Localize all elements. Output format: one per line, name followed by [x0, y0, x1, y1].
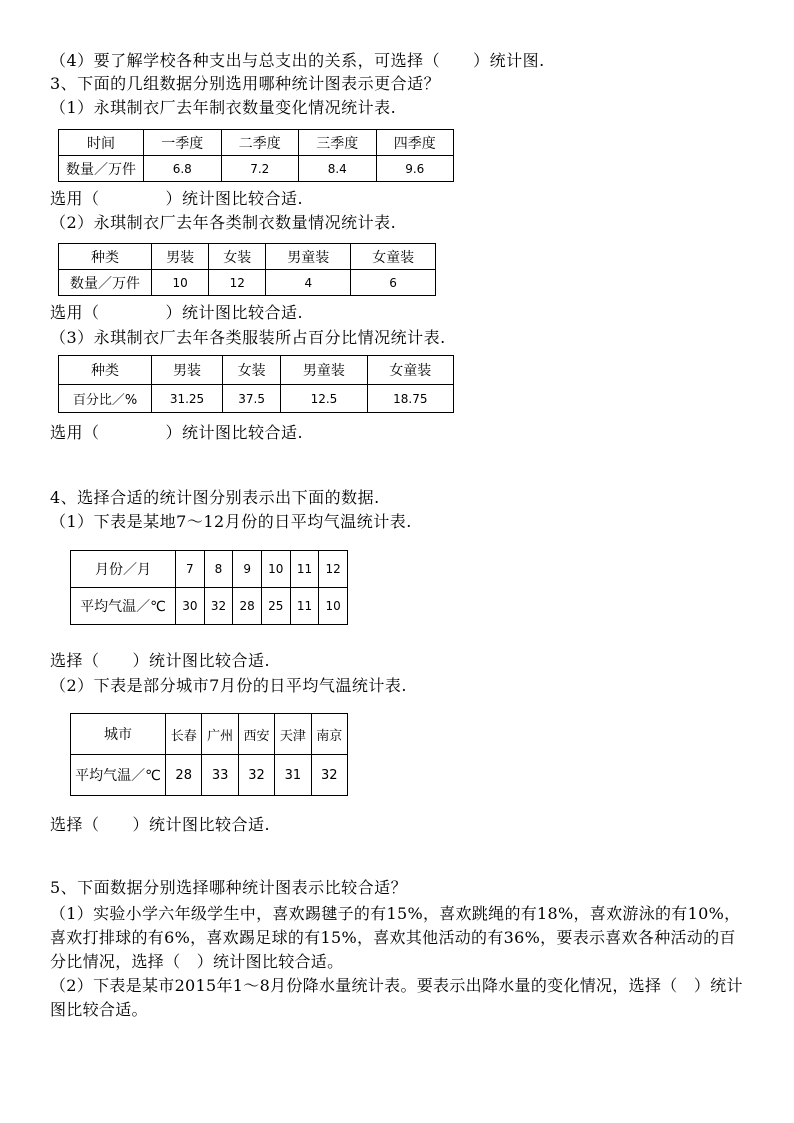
question-3-2-answer: 选用（ ）统计图比较合适.	[50, 303, 304, 322]
table-cell: 31.25	[152, 385, 223, 413]
question-5-title: 5、下面数据分别选择哪种统计图表示比较合适？	[50, 878, 408, 897]
table-cell: 四季度	[376, 130, 454, 156]
table-cell: 12.5	[281, 385, 367, 413]
table-cell: 南京	[311, 714, 347, 755]
table-row	[59, 270, 436, 296]
table-row	[59, 356, 454, 385]
table-cell: 11	[290, 551, 319, 588]
question-4-1-caption: （1）下表是某地7～12月份的日平均气温统计表.	[50, 512, 412, 531]
question-2-4: （4）要了解学校各种支出与总支出的关系，可选择（ ）统计图.	[50, 51, 545, 70]
table-cell: 广州	[202, 714, 238, 755]
question-3-1-answer: 选用（ ）统计图比较合适.	[50, 189, 304, 208]
table-cell: 12	[209, 270, 266, 296]
table-cell: 32	[311, 755, 347, 796]
table-3-2	[58, 243, 436, 296]
table-cell: 女童装	[367, 356, 453, 385]
question-3-1-caption: （1）永琪制衣厂去年制衣数量变化情况统计表.	[50, 98, 397, 117]
question-3-title: 3、下面的几组数据分别选用哪种统计图表示更合适？	[50, 74, 441, 93]
question-3-3-answer: 选用（ ）统计图比较合适.	[50, 423, 304, 442]
table-cell: 33	[202, 755, 238, 796]
table-cell: 天津	[275, 714, 311, 755]
table-cell: 31	[275, 755, 311, 796]
table-cell: 7	[176, 551, 205, 588]
table-cell: 男装	[152, 244, 209, 270]
question-4-1-answer: 选择（ ）统计图比较合适.	[50, 651, 271, 670]
table-cell: 7.2	[221, 156, 299, 182]
table-cell: 数量／万件	[59, 156, 144, 182]
question-4-2-answer: 选择（ ）统计图比较合适.	[50, 815, 271, 834]
table-cell: 28	[233, 588, 262, 625]
question-3-3-caption: （3）永琪制衣厂去年各类服装所占百分比情况统计表.	[50, 328, 446, 347]
table-row	[59, 156, 454, 182]
table-cell: 30	[176, 588, 205, 625]
table-cell: 一季度	[144, 130, 222, 156]
table-cell: 9	[233, 551, 262, 588]
table-cell: 种类	[59, 244, 152, 270]
table-cell: 6.8	[144, 156, 222, 182]
table-cell: 时间	[59, 130, 144, 156]
table-row	[71, 588, 348, 625]
table-cell: 10	[261, 551, 290, 588]
table-cell: 西安	[238, 714, 274, 755]
question-5-1: （1）实验小学六年级学生中，喜欢踢毽子的有15%，喜欢跳绳的有18%，喜欢游泳的有10%，喜欢打排球的有6%，喜欢踢足球的有15%，喜欢其他活动的有36%，要表示喜欢各种活动的百分比情况，选择（ ）统计图比较合适。	[50, 904, 741, 971]
table-row	[59, 244, 436, 270]
table-cell: 平均气温／℃	[71, 588, 176, 625]
table-cell: 32	[238, 755, 274, 796]
table-cell: 月份／月	[71, 551, 176, 588]
table-cell: 10	[319, 588, 348, 625]
question-4-title: 4、选择合适的统计图分别表示出下面的数据.	[50, 488, 380, 507]
table-cell: 长春	[166, 714, 202, 755]
table-cell: 28	[166, 755, 202, 796]
table-cell: 10	[152, 270, 209, 296]
table-3-3	[58, 355, 454, 413]
table-4-1	[70, 550, 348, 625]
table-cell: 男童装	[281, 356, 367, 385]
table-cell: 6	[351, 270, 436, 296]
table-cell: 女装	[223, 356, 281, 385]
table-cell: 9.6	[376, 156, 454, 182]
table-cell: 25	[261, 588, 290, 625]
table-cell: 男装	[152, 356, 223, 385]
table-cell: 平均气温／℃	[71, 755, 166, 796]
table-3-1	[58, 129, 454, 182]
table-cell: 女童装	[351, 244, 436, 270]
table-cell: 二季度	[221, 130, 299, 156]
table-cell: 32	[204, 588, 233, 625]
table-cell: 11	[290, 588, 319, 625]
question-3-2-caption: （2）永琪制衣厂去年各类制衣数量情况统计表.	[50, 213, 397, 232]
table-row	[59, 130, 454, 156]
table-cell: 数量／万件	[59, 270, 152, 296]
table-cell: 37.5	[223, 385, 281, 413]
table-row	[71, 755, 348, 796]
table-cell: 4	[266, 270, 351, 296]
table-4-2	[70, 713, 348, 796]
table-cell: 女装	[209, 244, 266, 270]
table-cell: 种类	[59, 356, 152, 385]
table-row	[59, 385, 454, 413]
table-cell: 12	[319, 551, 348, 588]
table-row	[71, 714, 348, 755]
table-row	[71, 551, 348, 588]
table-cell: 百分比／%	[59, 385, 152, 413]
table-cell: 三季度	[299, 130, 377, 156]
question-4-2-caption: （2）下表是部分城市7月份的日平均气温统计表.	[50, 676, 407, 695]
table-cell: 8.4	[299, 156, 377, 182]
table-cell: 18.75	[367, 385, 453, 413]
question-5-2: （2）下表是某市2015年1～8月份降水量统计表。要表示出降水量的变化情况，选择（ ）统计图比较合适。	[50, 976, 743, 1019]
table-cell: 8	[204, 551, 233, 588]
table-cell: 城市	[71, 714, 166, 755]
table-cell: 男童装	[266, 244, 351, 270]
